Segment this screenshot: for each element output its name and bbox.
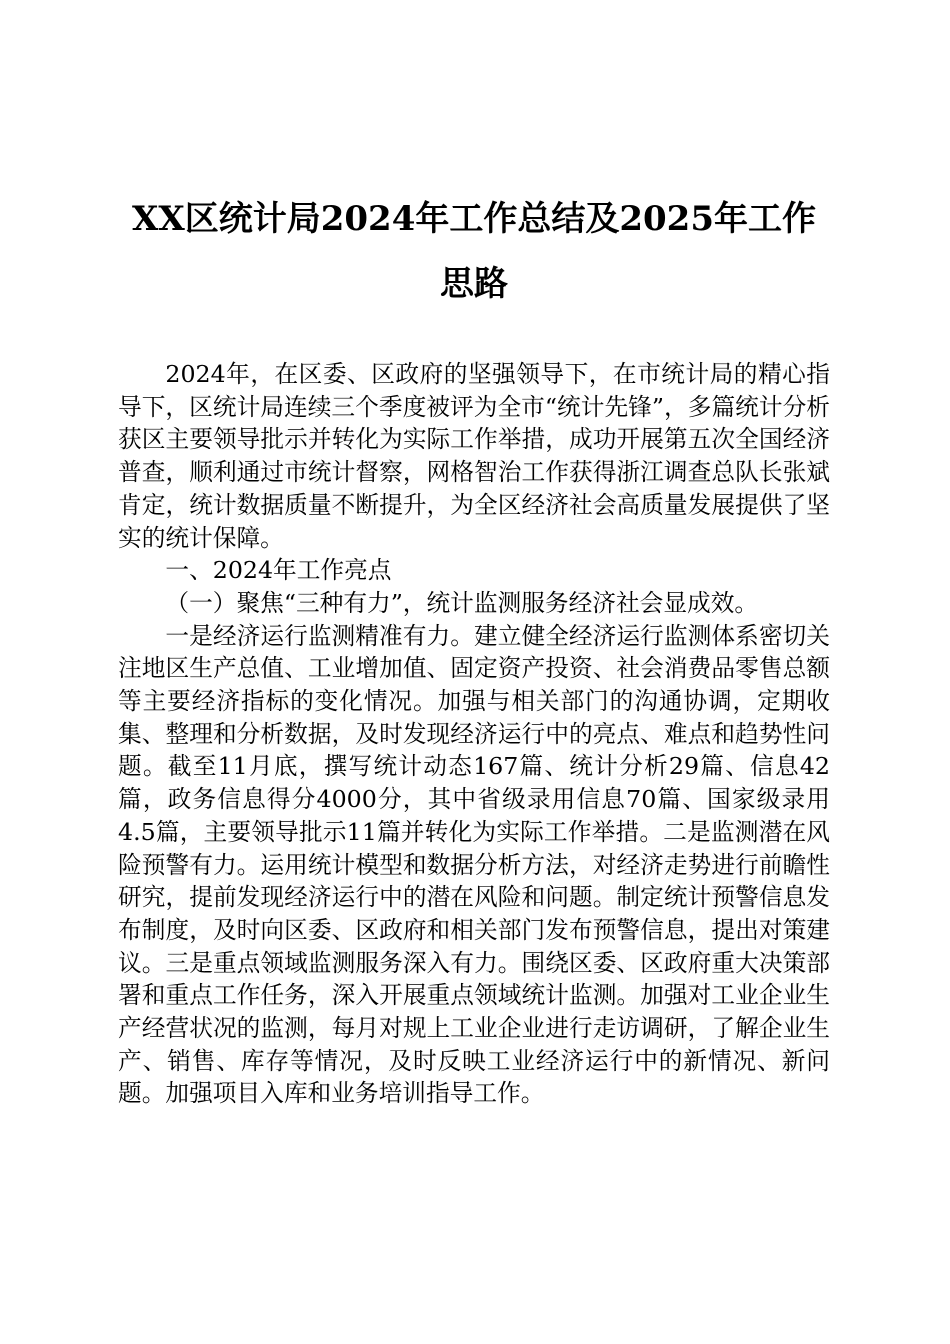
body-paragraph: 一是经济运行监测精准有力。建立健全经济运行监测体系密切关注地区生产总值、工业增加值、固定资产投资、社会消费品零售总额等主要经济指标的变化情况。加强与相关部门的沟通协调，定期收集、整理和分析数据，及时发现经济运行中的亮点、难点和趋势性问题。截至11月底，撰写统计动态167篇、统计分析29篇、信息42篇，政务信息得分4000分，其中省级录用信息70篇、国家级录用4.5篇，主要领导批示11篇并转化为实际工作举措。二是监测潜在风险预警有力。运用统计模型和数据分析方法，对经济走势进行前瞻性研究，提前发现经济运行中的潜在风险和问题。制定统计预警信息发布制度，及时向区委、区政府和相关部门发布预警信息，提出对策建议。三是重点领域监测服务深入有力。围绕区委、区政府重大决策部署和重点工作任务，深入开展重点领域统计监测。加强对工业企业生产经营状况的监测，每月对规上工业企业进行走访调研，了解企业生产、销售、库存等情况，及时反映工业经济运行中的新情况、新问题。加强项目入库和业务培训指导工作。 [118, 621, 830, 1108]
document-title-line-2: 思路 [440, 264, 508, 304]
subsection-heading: （一）聚焦“三种有力”，统计监测服务经济社会显成效。 [165, 588, 759, 617]
intro-paragraph: 2024年，在区委、区政府的坚强领导下，在市统计局的精心指导下，区统计局连续三个季度被评为全市“统计先锋”，多篇统计分析获区主要领导批示并转化为实际工作举措，成功开展第五次全国经济普查，顺利通过市统计督察，网格智治工作获得浙江调查总队长张斌肯定，统计数据质量不断提升，为全区经济社会高质量发展提供了坚实的统计保障。 [118, 360, 830, 552]
document-body [118, 358, 830, 1110]
document-title-line-1: XX区统计局2024年工作总结及2025年工作 [131, 199, 817, 239]
section-heading: 一、2024年工作亮点 [165, 556, 392, 585]
